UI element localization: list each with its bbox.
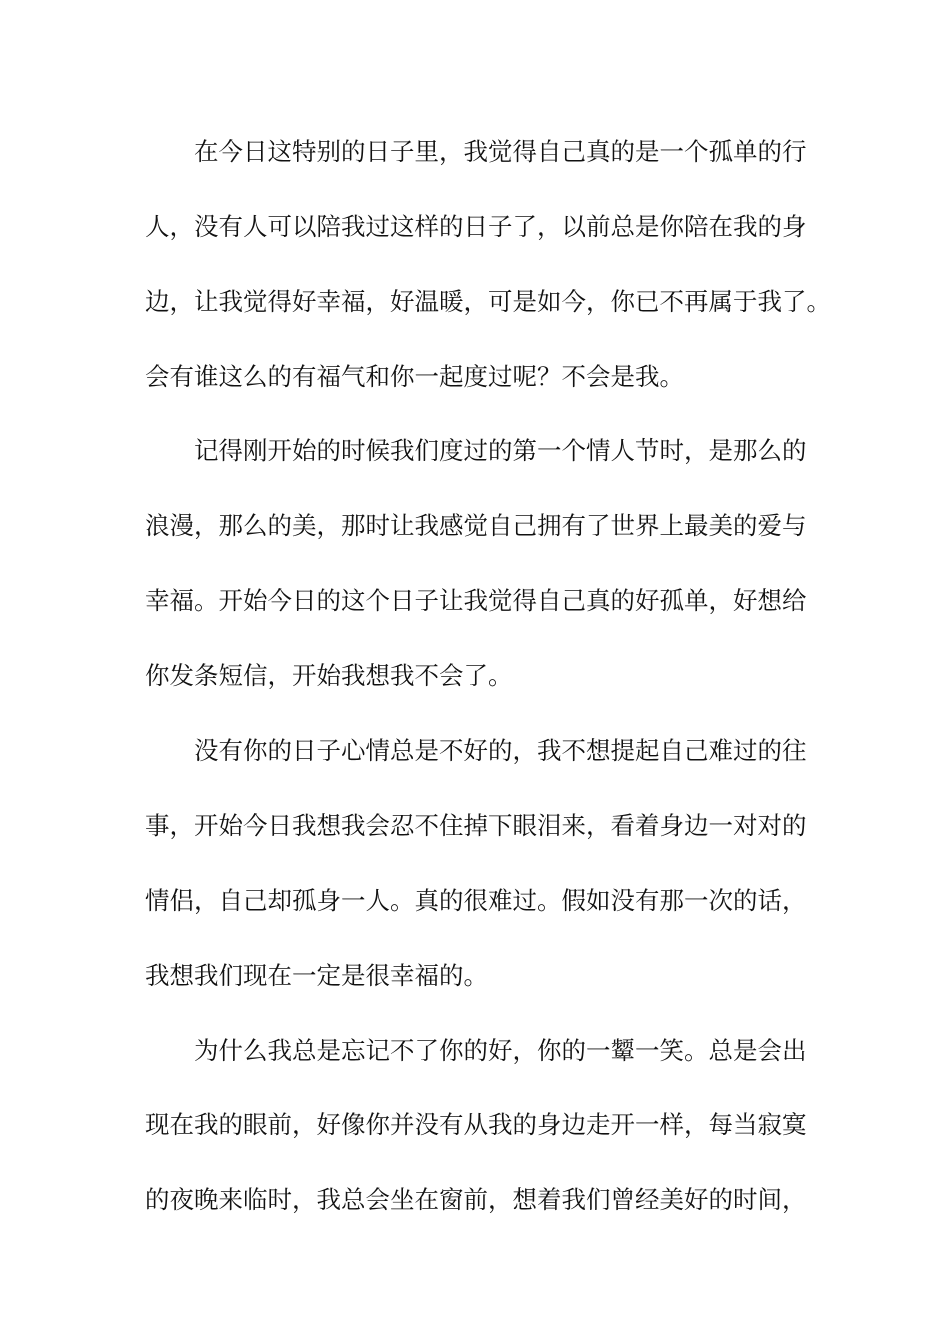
text-line: 的夜晚来临时，我总会坐在窗前，想着我们曾经美好的时间， — [145, 1185, 807, 1214]
text-line: 现在我的眼前，好像你并没有从我的身边走开一样，每当寂寞 — [145, 1110, 807, 1139]
text-line: 会有谁这么的有福气和你一起度过呢？不会是我。 — [145, 362, 684, 391]
text-line: 你发条短信，开始我想我不会了。 — [145, 661, 513, 690]
text-line: 记得刚开始的时候我们度过的第一个情人节时，是那么的 — [194, 436, 807, 465]
text-line: 人，没有人可以陪我过这样的日子了，以前总是你陪在我的身 — [145, 212, 807, 241]
text-line: 幸福。开始今日的这个日子让我觉得自己真的好孤单，好想给 — [145, 586, 807, 615]
text-line: 在今日这特别的日子里，我觉得自己真的是一个孤单的行 — [194, 137, 807, 166]
text-line: 浪漫，那么的美，那时让我感觉自己拥有了世界上最美的爱与 — [145, 511, 807, 540]
text-line: 我想我们现在一定是很幸福的。 — [145, 961, 488, 990]
text-line: 为什么我总是忘记不了你的好，你的一颦一笑。总是会出 — [194, 1036, 807, 1065]
text-line: 事，开始今日我想我会忍不住掉下眼泪来，看着身边一对对的 — [145, 811, 807, 840]
text-line: 边，让我觉得好幸福，好温暖，可是如今，你已不再属于我了。 — [145, 287, 831, 316]
text-line: 情侣，自己却孤身一人。真的很难过。假如没有那一次的话， — [145, 886, 807, 915]
text-line: 没有你的日子心情总是不好的，我不想提起自己难过的往 — [194, 736, 807, 765]
